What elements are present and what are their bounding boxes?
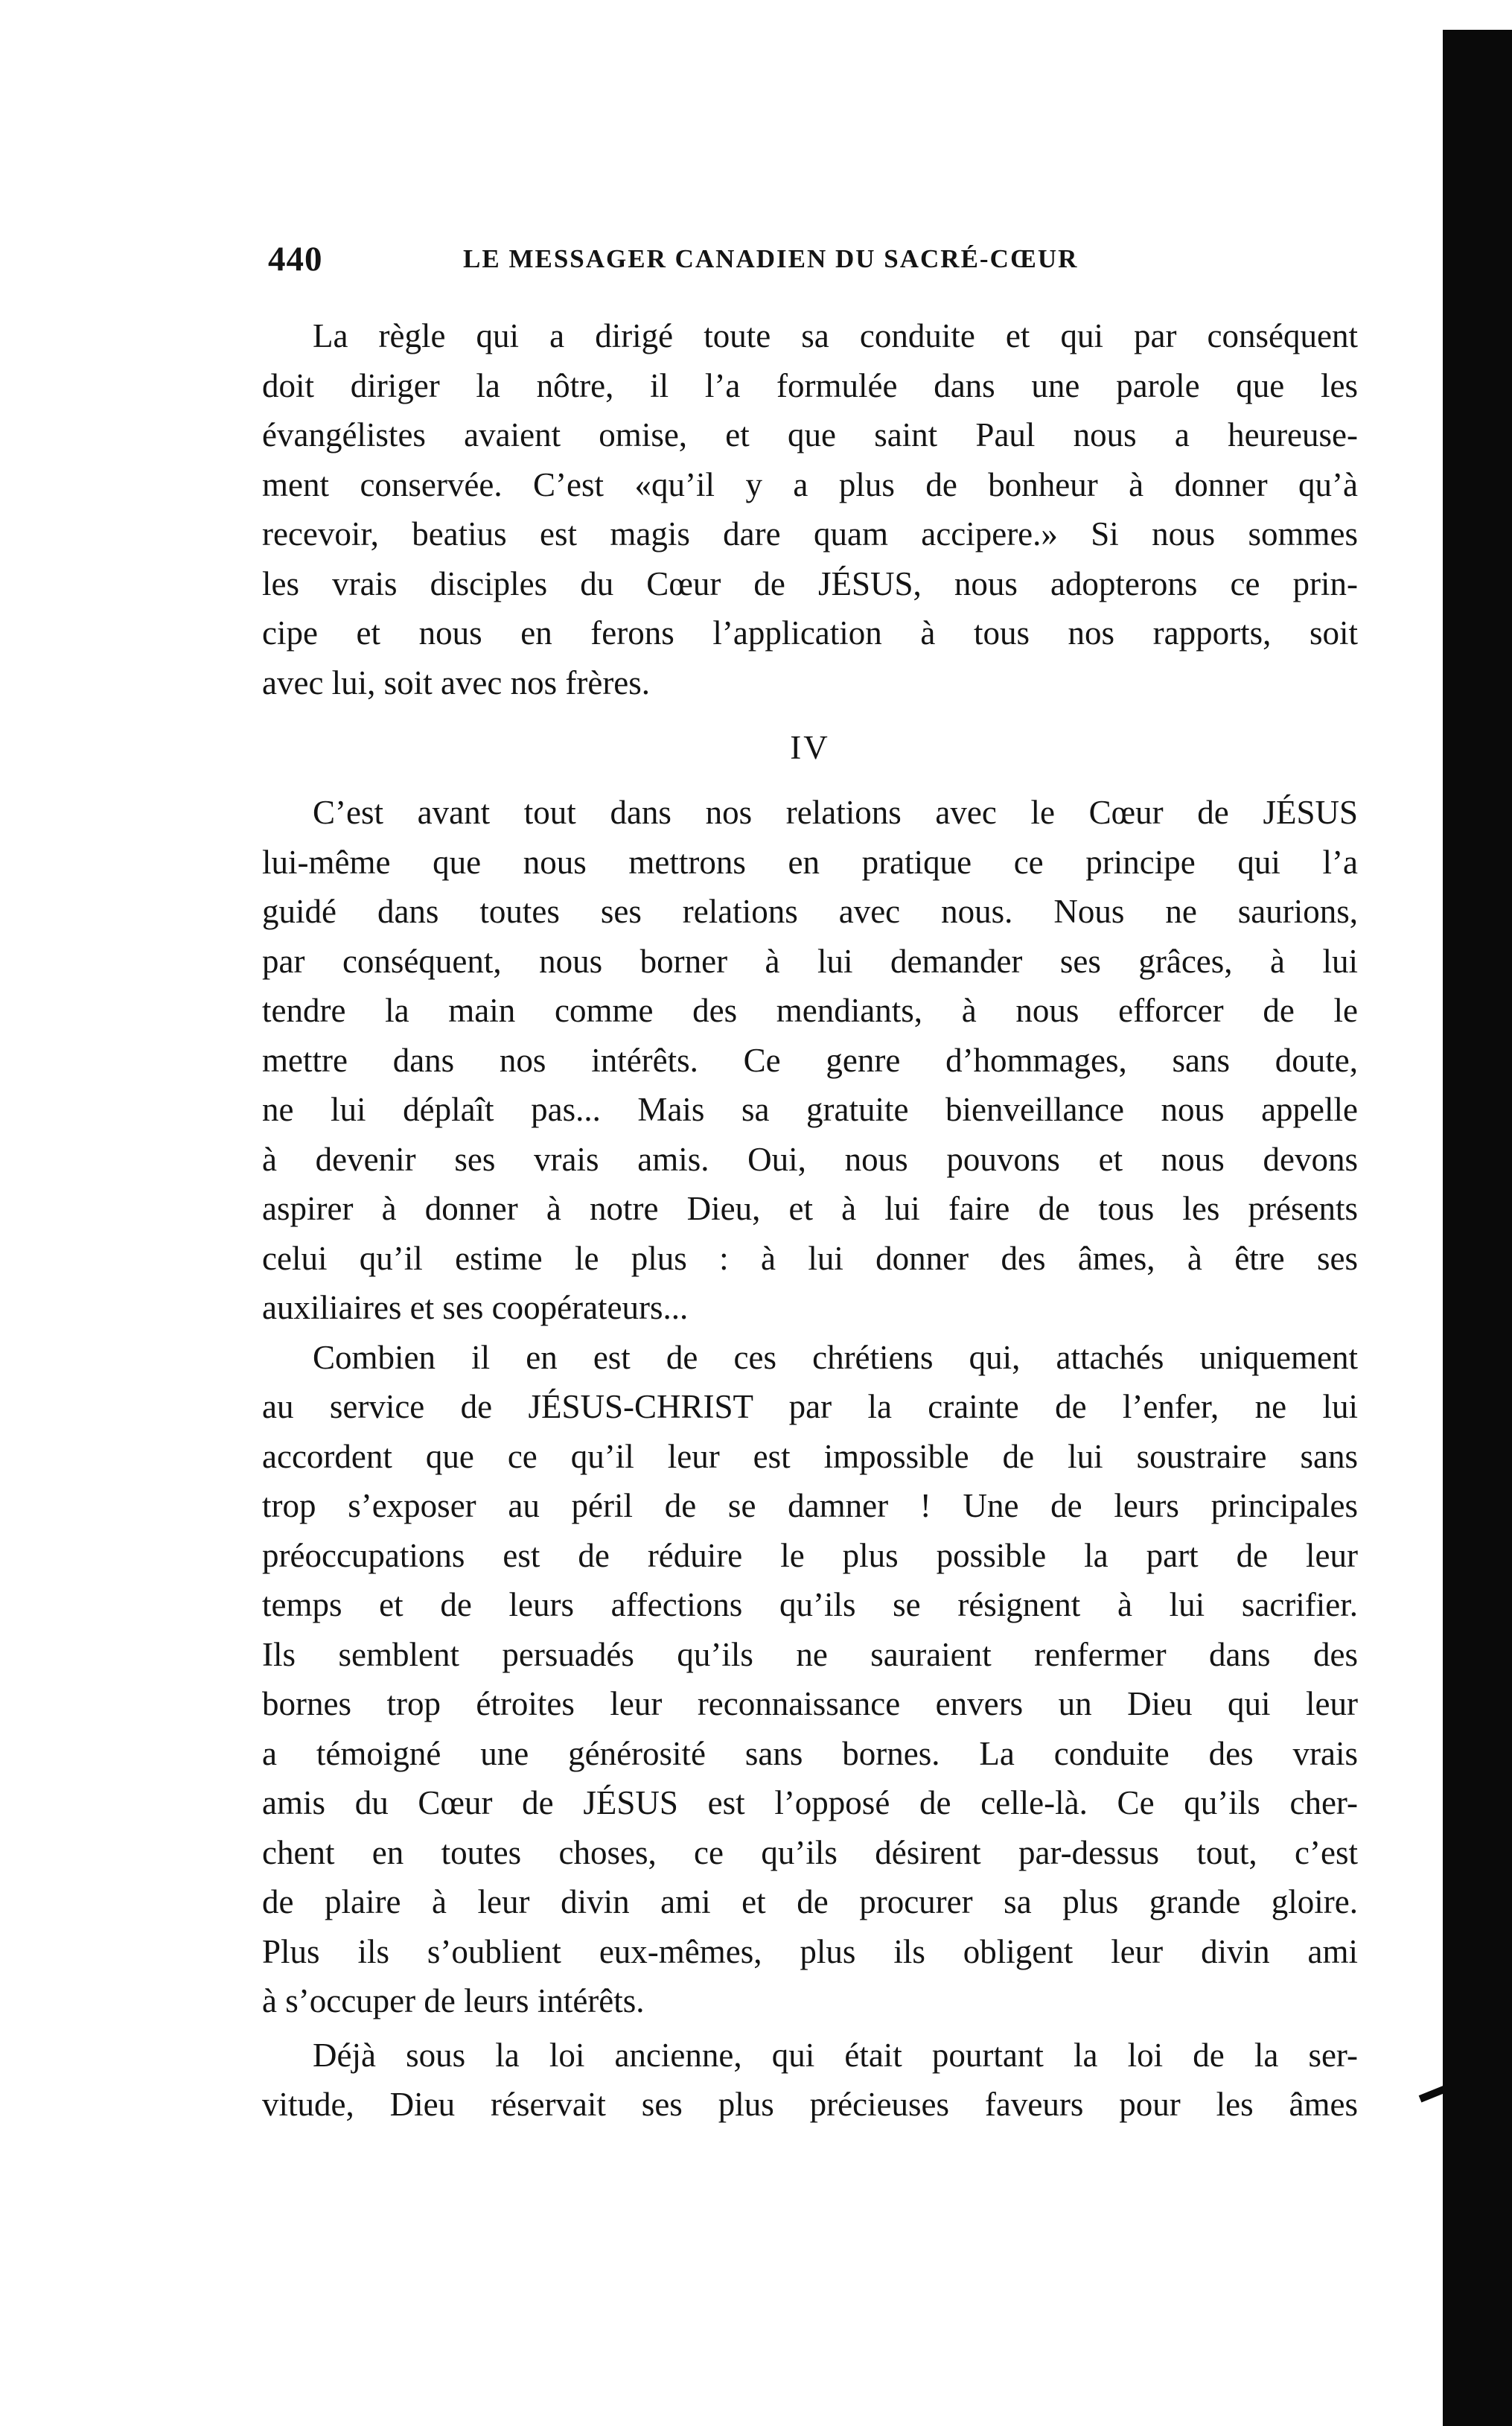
text-line: guidé dans toutes ses relations avec nous. Nous ne saurions, <box>262 893 1358 930</box>
text-line: ment conservée. C’est «qu’il y a plus de bonheur à donner qu’à <box>262 465 1358 503</box>
body-text <box>262 311 1358 2130</box>
text-line: trop s’exposer au péril de se damner ! Une de leurs principales <box>262 1487 1358 1524</box>
paragraph-4 <box>262 2031 1358 2130</box>
text-line: La règle qui a dirigé toute sa conduite et qui par conséquent <box>313 317 1358 354</box>
text-line: Combien il en est de ces chrétiens qui, attachés uniquement <box>313 1338 1358 1376</box>
text-line: a témoigné une générosité sans bornes. La conduite des vrais <box>262 1734 1358 1772</box>
scan-edge-shadow <box>1443 30 1512 2426</box>
text-line: recevoir, beatius est magis dare quam accipere.» Si nous sommes <box>262 515 1358 553</box>
text-line: les vrais disciples du Cœur de JÉSUS, nous adopterons ce prin- <box>262 564 1358 602</box>
page-header <box>268 237 1355 281</box>
text-line: Plus ils s’oublient eux-mêmes, plus ils obligent leur divin ami <box>262 1932 1358 1970</box>
text-line: de plaire à leur divin ami et de procurer sa plus grande gloire. <box>262 1883 1358 1920</box>
running-head: LE MESSAGER CANADIEN DU SACRÉ-CŒUR <box>463 244 1079 273</box>
page-number: 440 <box>268 240 323 278</box>
text-line: ne lui déplaît pas... Mais sa gratuite bienveillance nous appelle <box>262 1091 1358 1128</box>
text-line: chent en toutes choses, ce qu’ils désirent par-dessus tout, c’est <box>262 1833 1358 1871</box>
text-line: doit diriger la nôtre, il l’a formulée dans une parole que les <box>262 366 1358 404</box>
text-line: tendre la main comme des mendiants, à nous efforcer de le <box>262 992 1358 1029</box>
text-line: amis du Cœur de JÉSUS est l’opposé de celle-là. Ce qu’ils cher- <box>262 1784 1358 1821</box>
text-line: au service de JÉSUS-CHRIST par la crainte de l’enfer, ne lui <box>262 1388 1358 1425</box>
text-line: accordent que ce qu’il leur est impossible de lui soustraire sans <box>262 1437 1358 1475</box>
text-line: Ils semblent persuadés qu’ils ne sauraient renfermer dans des <box>262 1635 1358 1673</box>
text-line: celui qu’il estime le plus : à lui donner des âmes, à être ses <box>262 1239 1358 1277</box>
text-line: préoccupations est de réduire le plus possible la part de leur <box>262 1536 1358 1574</box>
text-line: bornes trop étroites leur reconnaissance envers un Dieu qui leur <box>262 1685 1358 1722</box>
text-line: avec lui, soit avec nos frères. <box>262 663 651 701</box>
text-line: vitude, Dieu réservait ses plus précieuses faveurs pour les âmes <box>262 2086 1358 2123</box>
paragraph-1 <box>262 311 1358 707</box>
section-heading: IV <box>790 729 830 766</box>
text-line: à s’occuper de leurs intérêts. <box>262 1982 645 2019</box>
text-line: à devenir ses vrais amis. Oui, nous pouvons et nous devons <box>262 1140 1358 1178</box>
text-line: lui-même que nous mettrons en pratique ce principe qui l’a <box>262 843 1358 881</box>
paragraph-3 <box>262 1333 1358 2026</box>
text-line: Déjà sous la loi ancienne, qui était pourtant la loi de la ser- <box>313 2036 1358 2074</box>
text-line: par conséquent, nous borner à lui demander ses grâces, à lui <box>262 942 1358 980</box>
text-line: aspirer à donner à notre Dieu, et à lui faire de tous les présents <box>262 1190 1358 1227</box>
text-line: mettre dans nos intérêts. Ce genre d’hommages, sans doute, <box>262 1041 1358 1079</box>
text-line: temps et de leurs affections qu’ils se résignent à lui sacrifier. <box>262 1586 1358 1623</box>
text-line: cipe et nous en ferons l’application à tous nos rapports, soit <box>262 614 1358 652</box>
text-line: évangélistes avaient omise, et que saint Paul nous a heureuse- <box>262 416 1358 453</box>
text-line: auxiliaires et ses coopérateurs... <box>262 1289 689 1326</box>
text-line: C’est avant tout dans nos relations avec le Cœur de JÉSUS <box>313 794 1358 831</box>
paragraph-2 <box>262 788 1358 1333</box>
